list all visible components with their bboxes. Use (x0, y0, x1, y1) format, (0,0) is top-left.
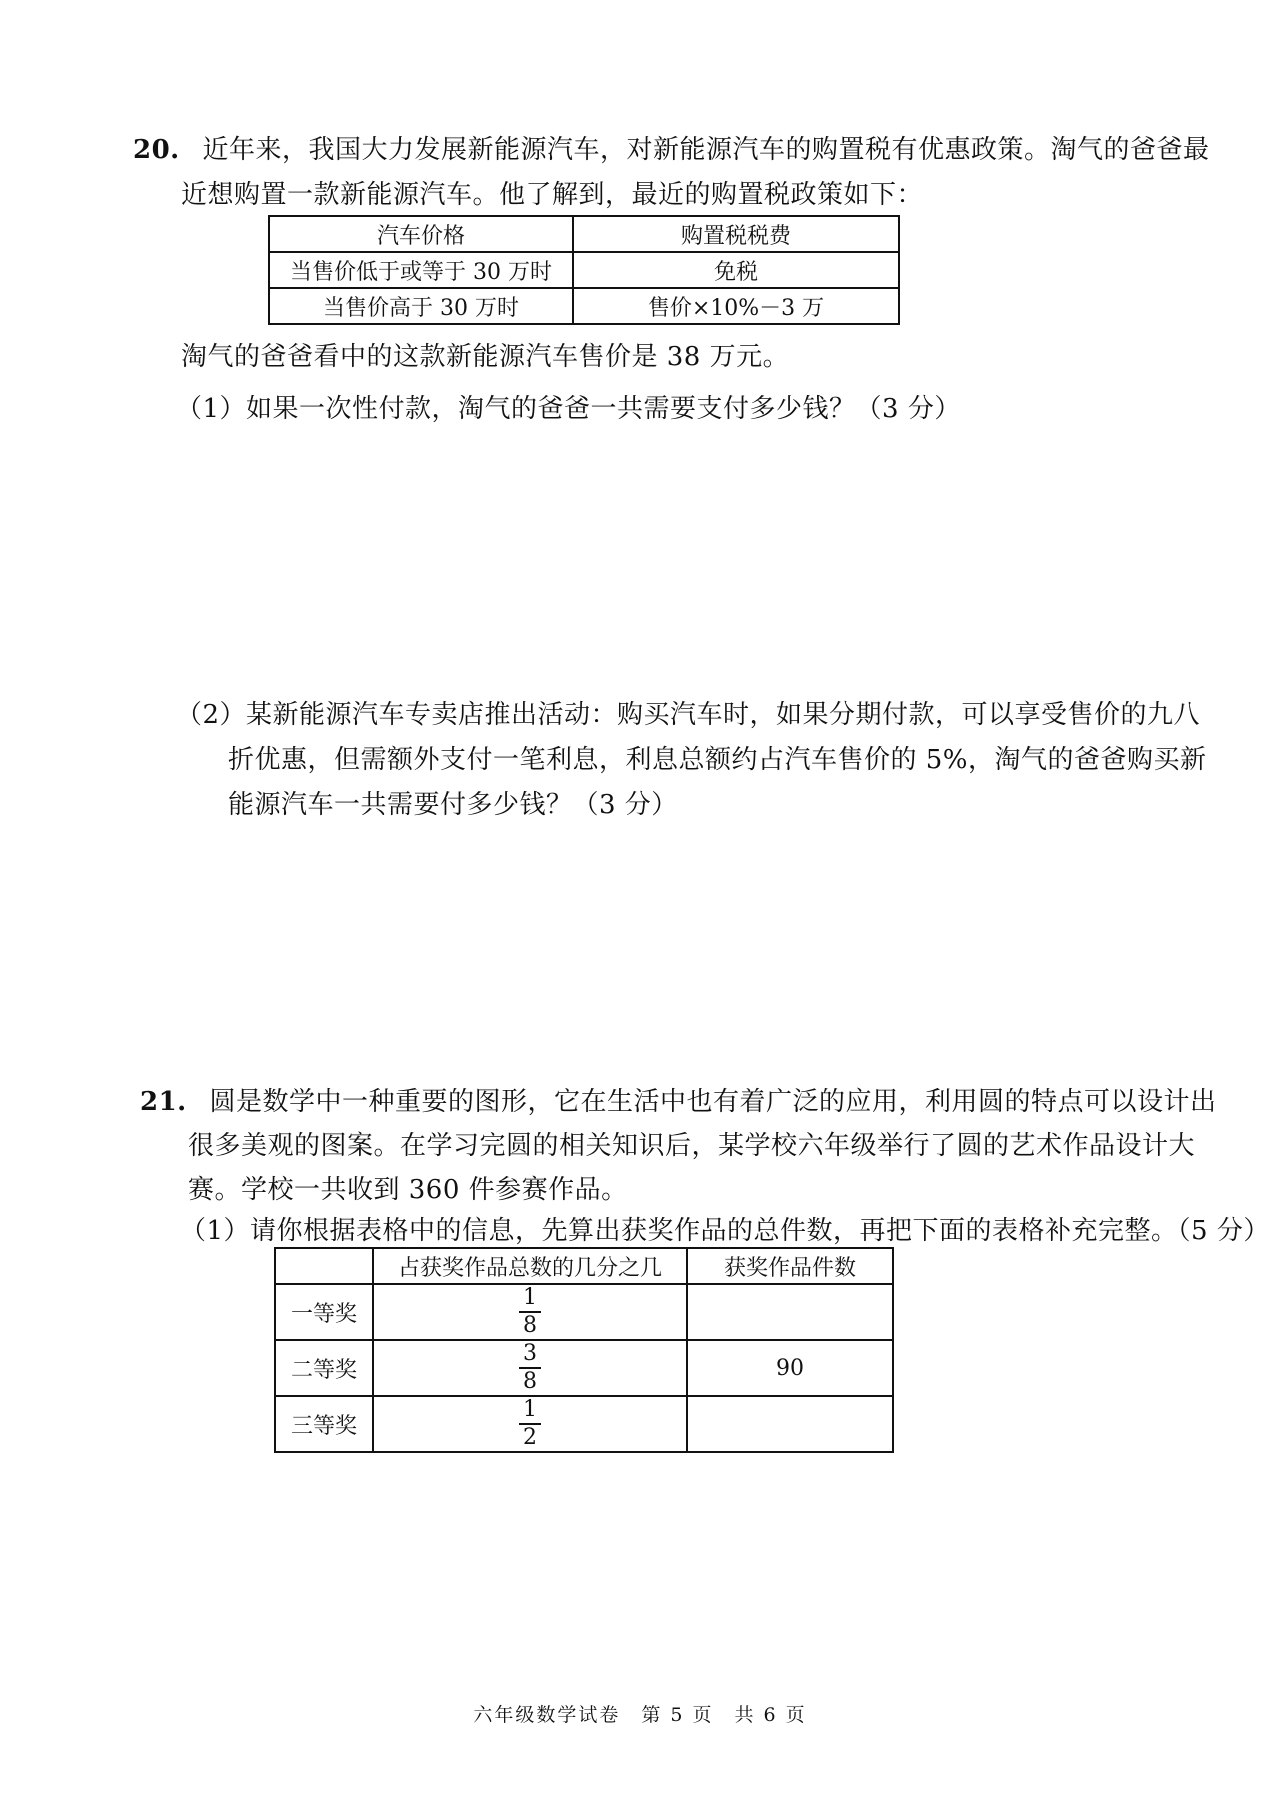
q20-part2-line2: 折优惠，但需额外支付一笔利息，利息总额约占汽车售价的 5%，淘气的爸爸购买新 (228, 745, 1207, 775)
q21-row1-count[interactable] (687, 1284, 893, 1340)
q21-row3-count[interactable] (687, 1396, 893, 1452)
q20-row2-price: 当售价高于 30 万时 (269, 288, 573, 324)
q20-row2-tax: 售价×10%－3 万 (573, 288, 899, 324)
q21-intro-line3: 赛。学校一共收到 360 件参赛作品。 (188, 1175, 628, 1205)
q21-row2-label: 二等奖 (275, 1340, 373, 1396)
fraction (519, 1285, 541, 1339)
q21-row2-count: 90 (687, 1340, 893, 1396)
q20-part2-line3: 能源汽车一共需要付多少钱？（3 分） (228, 790, 678, 820)
q21-row1-fraction (373, 1284, 687, 1340)
table-row (275, 1396, 893, 1452)
table-row (275, 1340, 893, 1396)
q21-header-blank (275, 1248, 373, 1284)
q20-part2-line1: （2）某新能源汽车专卖店推出活动：购买汽车时，如果分期付款，可以享受售价的九八 (176, 700, 1201, 730)
q21-part1: （1）请你根据表格中的信息，先算出获奖作品的总件数，再把下面的表格补充完整。（5 分） (180, 1216, 1270, 1246)
fraction-numerator: 1 (519, 1397, 541, 1425)
q21-number: 21. (140, 1087, 187, 1117)
fraction-numerator: 1 (519, 1285, 541, 1313)
fraction (519, 1341, 541, 1395)
q21-award-table (274, 1247, 894, 1453)
q21-intro-line2: 很多美观的图案。在学习完圆的相关知识后，某学校六年级举行了圆的艺术作品设计大 (188, 1131, 1196, 1161)
q21-row2-fraction (373, 1340, 687, 1396)
page-footer: 六年级数学试卷 第 5 页 共 6 页 (473, 1704, 807, 1726)
q20-header-tax: 购置税税费 (573, 216, 899, 252)
q20-header-price: 汽车价格 (269, 216, 573, 252)
q21-header-count: 获奖作品件数 (687, 1248, 893, 1284)
q21-header-fraction: 占获奖作品总数的几分之几 (373, 1248, 687, 1284)
q20-intro-text1: 近年来，我国大力发展新能源汽车，对新能源汽车的购置税有优惠政策。淘气的爸爸最 (202, 135, 1210, 165)
q20-number: 20. (133, 135, 180, 165)
q20-intro-line2: 近想购置一款新能源汽车。他了解到，最近的购置税政策如下： (181, 180, 924, 210)
q20-price-line: 淘气的爸爸看中的这款新能源汽车售价是 38 万元。 (181, 342, 790, 372)
q20-tax-table (268, 215, 900, 325)
q20-row1-price: 当售价低于或等于 30 万时 (269, 252, 573, 288)
q21-row3-fraction (373, 1396, 687, 1452)
fraction (519, 1397, 541, 1451)
q21-row3-label: 三等奖 (275, 1396, 373, 1452)
q21-intro-text1: 圆是数学中一种重要的图形，它在生活中也有着广泛的应用，利用圆的特点可以设计出 (209, 1087, 1217, 1117)
q20-part1: （1）如果一次性付款，淘气的爸爸一共需要支付多少钱？（3 分） (176, 394, 961, 424)
q20-intro-line1 (133, 133, 1210, 167)
q21-intro-line1 (140, 1085, 1217, 1119)
fraction-denominator: 8 (523, 1369, 537, 1394)
q20-row1-tax: 免税 (573, 252, 899, 288)
q21-row1-label: 一等奖 (275, 1284, 373, 1340)
fraction-denominator: 8 (523, 1313, 537, 1338)
fraction-numerator: 3 (519, 1341, 541, 1369)
table-row (275, 1284, 893, 1340)
fraction-denominator: 2 (523, 1425, 537, 1450)
